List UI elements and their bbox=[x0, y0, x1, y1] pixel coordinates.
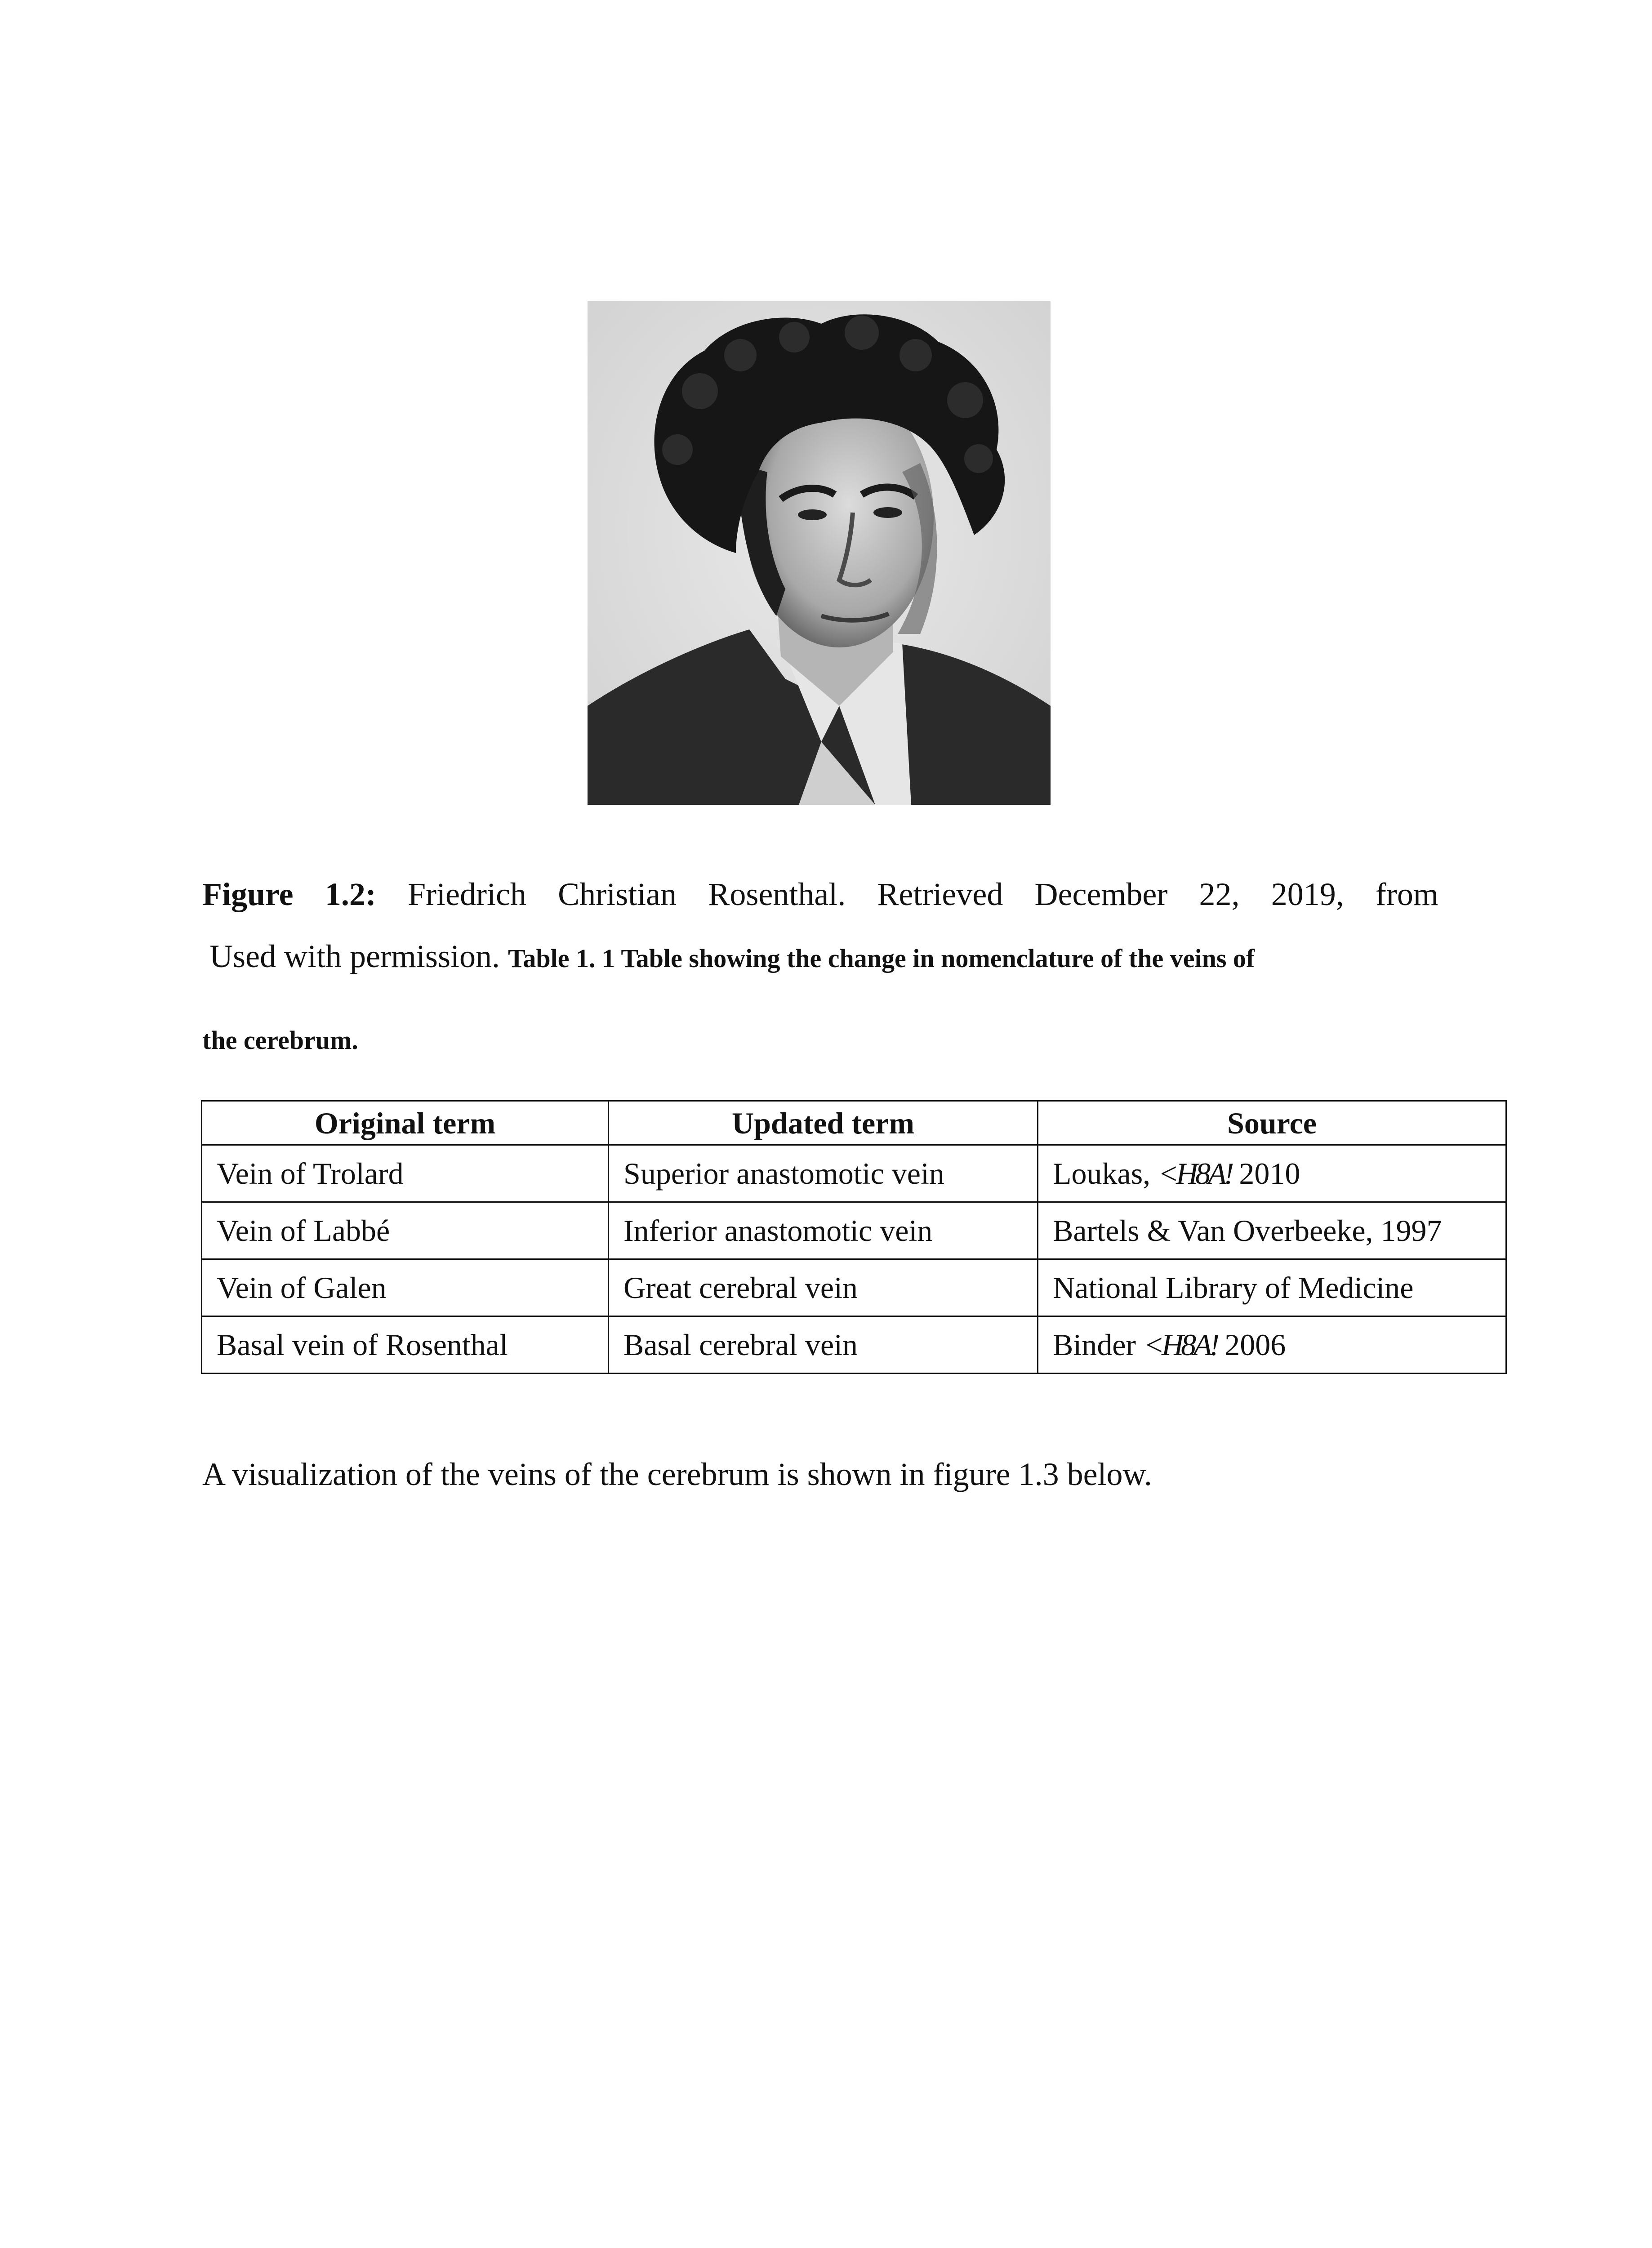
nomenclature-table bbox=[201, 1100, 1507, 1374]
figure-caption-word: Friedrich bbox=[408, 876, 526, 912]
table-row bbox=[202, 1316, 1506, 1374]
portrait-image bbox=[588, 301, 1051, 805]
table-title-continued: the cerebrum. bbox=[202, 1026, 358, 1055]
source-author: Loukas, bbox=[1053, 1156, 1158, 1191]
table-cell: Vein of Labbé bbox=[202, 1202, 609, 1259]
column-header: Updated term bbox=[609, 1101, 1038, 1145]
figure-caption-word: Christian bbox=[558, 876, 677, 912]
table-cell: Basal vein of Rosenthal bbox=[202, 1316, 609, 1374]
table-cell: Bartels & Van Overbeeke, 1997 bbox=[1038, 1202, 1506, 1259]
permission-text: Used with permission. bbox=[209, 938, 500, 974]
column-header: Original term bbox=[202, 1101, 609, 1145]
figure-caption-label: Figure bbox=[202, 876, 294, 912]
portrait-drawing bbox=[588, 301, 1051, 805]
figure-caption-line2 bbox=[209, 939, 1446, 974]
table-row bbox=[202, 1145, 1506, 1202]
table-cell: Inferior anastomotic vein bbox=[609, 1202, 1038, 1259]
table-cell: Basal cerebral vein bbox=[609, 1316, 1038, 1374]
table-header-row bbox=[202, 1101, 1506, 1145]
column-header: Source bbox=[1038, 1101, 1506, 1145]
figure-caption-word: Rosenthal. bbox=[708, 876, 846, 912]
table-cell: Vein of Galen bbox=[202, 1259, 609, 1316]
source-author: Binder bbox=[1053, 1328, 1144, 1362]
figure-caption-word: December bbox=[1034, 876, 1168, 912]
table-cell bbox=[1038, 1316, 1506, 1374]
figure-caption-number: 1.2: bbox=[325, 876, 376, 912]
table-cell: National Library of Medicine bbox=[1038, 1259, 1506, 1316]
figure-caption-word: Retrieved bbox=[877, 876, 1003, 912]
table-title: Table 1. 1 Table showing the change in nomenclature of the veins of bbox=[508, 944, 1255, 973]
source-etal: <H8A! bbox=[1158, 1156, 1232, 1191]
table-cell bbox=[1038, 1145, 1506, 1202]
source-etal: <H8A! bbox=[1144, 1328, 1217, 1362]
source-year: 2010 bbox=[1231, 1156, 1300, 1191]
source-year: 2006 bbox=[1217, 1328, 1286, 1362]
table-row bbox=[202, 1202, 1506, 1259]
figure-caption-word: 22, bbox=[1199, 876, 1240, 912]
body-paragraph: A visualization of the veins of the cerebrum is shown in figure 1.3 below. bbox=[202, 1456, 1152, 1492]
table-cell: Vein of Trolard bbox=[202, 1145, 609, 1202]
figure-caption-word: 2019, bbox=[1271, 876, 1344, 912]
figure-caption-word: from bbox=[1375, 876, 1438, 912]
table-row bbox=[202, 1259, 1506, 1316]
figure-caption-line1 bbox=[202, 877, 1438, 912]
table-cell: Superior anastomotic vein bbox=[609, 1145, 1038, 1202]
table-cell: Great cerebral vein bbox=[609, 1259, 1038, 1316]
